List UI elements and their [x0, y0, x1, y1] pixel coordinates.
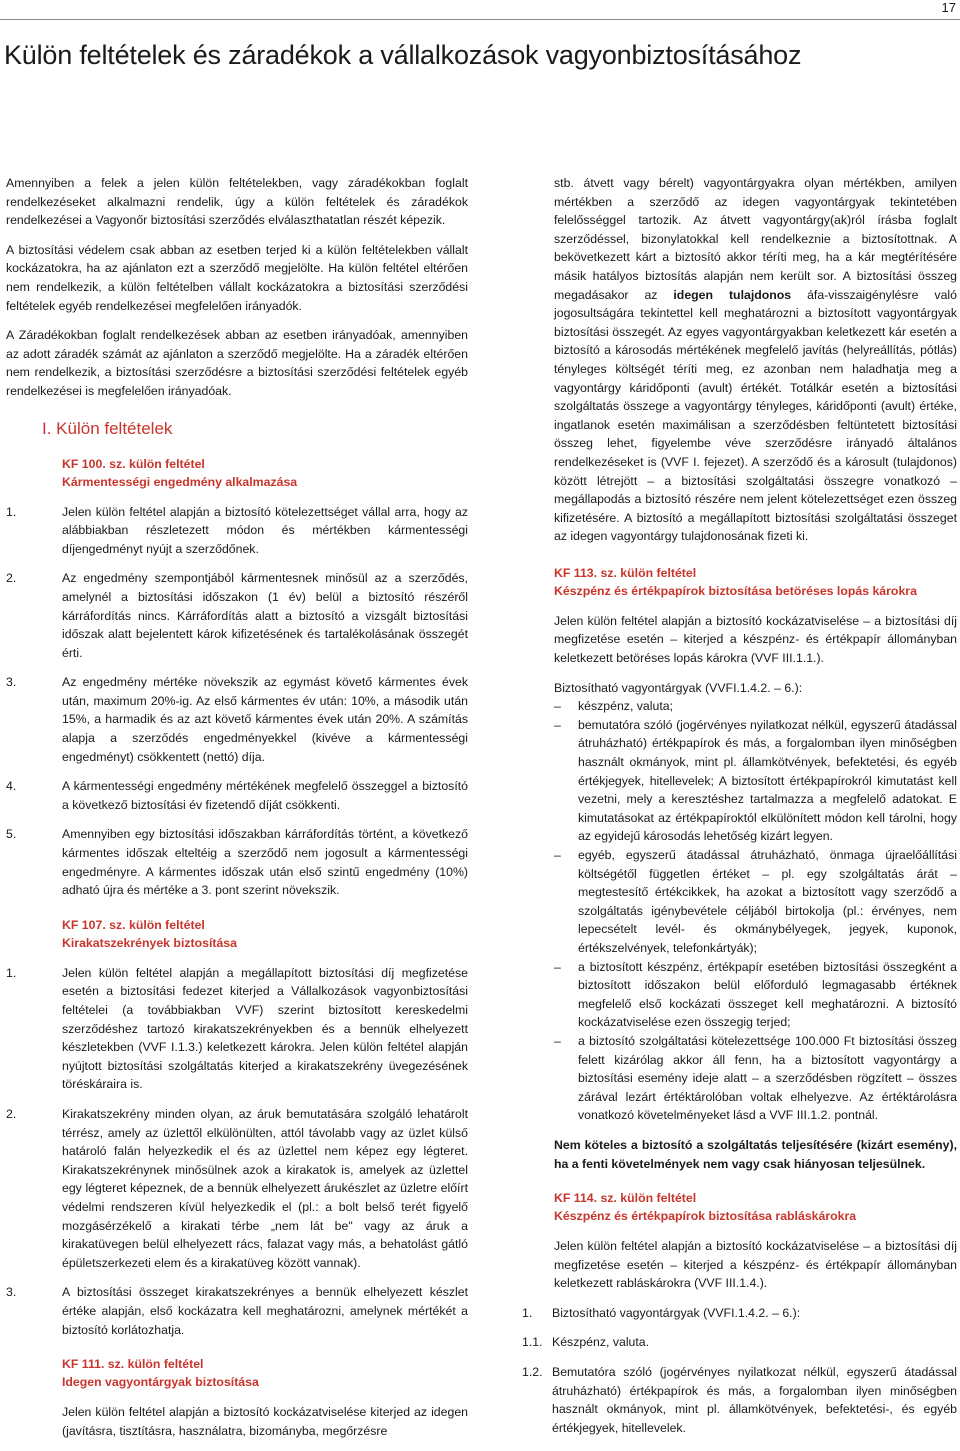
kf113-dash-list [554, 697, 957, 1125]
section-heading: I. Külön feltételek [42, 418, 173, 438]
kf114-item [522, 1333, 957, 1352]
page-title: Külön feltételek és záradékok a vállalkozások vagyonbiztosításához [4, 40, 802, 70]
kf100-item [6, 503, 468, 559]
kf114-text: Jelen külön feltétel alapján a biztosító kockázatviselése – a biztosítási díj megfizetése esetén – kiterjed a készpénz- és értékpapír állományban keletkezett rabláskárokra (VVF III.1.4.). [554, 1239, 957, 1291]
kf100-code: KF 100. sz. külön feltétel [62, 456, 205, 471]
kf113-title: Készpénz és értékpapírok biztosítása betöréses lopás károkra [554, 583, 917, 598]
item-number: 3. [6, 675, 17, 690]
item-text: A biztosítási összeget kirakatszekrényes a bennük elhelyezett készlet értéke alapján, első kockázatra kell meghatározni, amelynek mértékét a biztosító korlátozhatja. [62, 1285, 468, 1337]
item-number: 1. [6, 504, 17, 519]
kf114-title: Készpénz és értékpapírok biztosítása rabláskárokra [554, 1209, 857, 1224]
kf111-code: KF 111. sz. külön feltétel [62, 1357, 204, 1372]
kf107-code: KF 107. sz. külön feltétel [62, 917, 205, 932]
left-column [6, 174, 468, 1451]
kf107-title: Kirakatszekrények biztosítása [62, 935, 237, 950]
kf111-heading [62, 1355, 468, 1391]
item-number: 4. [6, 779, 17, 794]
item-number: 2. [6, 571, 17, 586]
item-number: 1. [6, 965, 17, 980]
item-text: A kármentességi engedmény mértékének megfelelő összeggel a biztosító a következő biztosítási év fizetendő díját csökkenti. [62, 779, 468, 812]
item-text: Kirakatszekrény minden olyan, az áruk bemutatására szolgáló lehatárolt térrész, amely az üzlettől elkülönülten, attól távolabb vagy az üzlet külső határoló falán helyezkedik el és az üzlettel nem képez egy légteret. Kirakatszekrénynek minősülnek azok a kirakatok is, amelyek az üzlettel egy légteret képeznek, de a bennük elhelyezett árukészlet az üzletre előírt védelmi rendszeren kívül helyezkedik el (pl.: a bolt belső terét figyelő mozgásérzékelő a kirakati térbe „nem lát be" vagy az áruk a kirakatüvegen belül elhelyezett rács, falazat vagy más, a behatolást gátló épületszerkezeti elem és a kirakatüveg között vannak). [62, 1106, 468, 1270]
intro-paragraph-2: A biztosítási védelem csak abban az esetben terjed ki a külön feltételekben vállalt kockázatokra, ha az ajánlaton ezt a szerződő megjelölte. Ha külön feltétel eltérően nem rendelkezik, a külön feltételben vállalt kockázatokra a biztosítási szerződési feltételek egyéb rendelkezései megfelelően irányadók. [6, 242, 468, 313]
kf113-code: KF 113. sz. külön feltétel [554, 565, 697, 580]
item-text: Amennyiben egy biztosítási időszakban kárráfordítás történt, a következő kármentes időszak elteltéig a szerződő nem jogosult a kármentességi engedményre. A kármentes időszak után első szintű engedmény (10%) adható újra és mértéke a 3. pont szerint növekszik. [62, 827, 468, 898]
kf113-text: Jelen külön feltétel alapján a biztosító kockázatviselése – a biztosítási díj megfizetése esetén – kiterjed a készpénz- és értékpapír állományban keletkezett betöréses lopás károkra (VVF III.1.1.). [554, 613, 957, 666]
item-text: Biztosítható vagyontárgyak (VVFI.1.4.2. – 6.): [552, 1305, 801, 1320]
kf114-code: KF 114. sz. külön feltétel [554, 1191, 697, 1206]
item-text: Jelen külön feltétel alapján a biztosító kötelezettséget vállal arra, hogy az alábbiakban részletezett módon és mértékben kármentességi díjengedményt nyújt a szerződőnek. [62, 504, 468, 556]
continuation-bold: idegen tulajdonos [673, 287, 792, 302]
item-text: Jelen külön feltétel alapján a megállapított biztosítási díj megfizetése esetén a biztosítási fedezet kiterjed a Vállalkozások vagyonbiztosítási feltételei (a továbbiakban VVF) szerint biztosított kereskedelmi szerződéshez tartozó kirakatszekrényekben és a bennük elhelyezett készletekben (VVF I.1.3.) keletkezett károkra. Jelen külön feltétel alapján nyújtott biztosítási szolgáltatás kiterjed a kirakatszekrény üvegezésének töréskáraira is. [62, 965, 468, 1092]
dash-item: – bemutatóra szóló (jogérvényes nyilatkozat nélkül, egyszerű átadással átruházható) értékpapírok és más, a forgalomban ilyen minőségben használt okmányok, mint pl. államkötvények, befektetési, és egyéb értékjegyek, hitellevelek; A biztosított értékpapírokról kimutatást kell vezetni, mely a keresztéshez tartalmazza a megfelelő adatokat. E kimutatásokat az értékpapíroktól elkülönített módon kell tárolni, hogy az egyidejű károsodás lehetőség kizárt legyen. [554, 716, 957, 846]
kf107-item [6, 964, 468, 1094]
item-text: Az engedmény mértéke növekszik az egymást követő kármentes évek után, maximum 20%-ig. Az első kármentes év után: 10%, a második után 15%, a harmadik és az azt követő kármentes évek után 20%. A számítás alapja a szerződés engedményekkel (kivéve a kármentességi engedményt) csökkentett (nettó) díja. [62, 675, 468, 764]
dash-text: a biztosított készpénz, értékpapír esetében biztosítási összegként a biztosított időszakon belül előforduló legmagasabb értéknek megfelelő első kockázati összeget kell meghatározni. A biztosító kockázatviselése ezen összegig terjed; [578, 959, 957, 1030]
dash-text: a biztosító szolgáltatási kötelezettsége 100.000 Ft biztosítási összeg felett kizárólag akkor áll fenn, ha a biztosított vagyontárgy a biztosítási esemény ideje alatt – a szerződésben rögzített – összes zárával lezárt értéktárolóban voltak elhelyezve. Az értéktárolásra vonatkozó követelményeket lásd a VVF III.1.2. pontnál. [578, 1033, 957, 1123]
header-rule [0, 19, 960, 20]
kf113-insurable: Biztosítható vagyontárgyak (VVFI.1.4.2. – 6.): [554, 680, 803, 695]
kf100-item [6, 673, 468, 766]
kf114-heading [554, 1189, 957, 1225]
kf100-item [6, 825, 468, 899]
dash-text: készpénz, valuta; [578, 699, 674, 714]
item-text: Az engedmény szempontjából kármentesnek minősül az a szerződés, amelynél a biztosítási időszakon (1 év) belül a biztosító részéről kárráfordítás nincs. Kárráfordítás alatt a biztosító a vizsgált biztosítási időszak alatt bejelentett károk kifizetésének és tartalékolásának összegét érti. [62, 571, 468, 660]
page-number: 17 [941, 0, 956, 15]
continuation-rest: áfa-visszaigénylésre való jogosultságára tekintettel kell meghatározni a biztosított vagyontárgyak biztosítási összegét. Az egyes vagyontárgyakban keletkezett kár esetén a biztosító a károsodás mértékének megfelelő javítás (helyreállítás, pótlás) tényleges költségét téríti meg, ez azonban nem haladhatja meg a vagyontárgy káridőponti (avult) értékét. Totálkár esetén a biztosítási szolgáltatás összege a vagyontárgy tényleges, káridőponti (avult) értéke, ingatlanok esetén maximálisan a szerződésben feltüntetett biztosítási összeg lehet, figyelembe véve szerződésre irányadó általános rendelkezéseket is (VVF I. fejezet). A szerződő és a károsult (tulajdonos) között létrejött – a biztosítási szolgáltatási összegre vonatkozó – megállapodás a biztosító részére nem jelent kötelezettséget ezen összeg kifizetésére. A biztosító a megállapított biztosítási szolgáltatási összeget az idegen vagyontárgy tulajdonosának fizeti ki. [554, 287, 957, 544]
kf100-item [6, 569, 468, 662]
dash-text: egyéb, egyszerű átadással átruházható, önmaga újraelőállítási költségétől független értéket – pl. egy szolgáltatás árát – megtestesítő értékcikkek, ha azokat a biztosított vagy szerződő a szolgáltatás igénybevétele céljából birtokolja (pl.: érvényes, nem lepecsételt levél- és okmánybélyegek, jegyek, kuponok, értékszelvények, telefonkártyák); [578, 848, 957, 955]
kf100-heading [62, 455, 468, 491]
item-number: 5. [6, 827, 17, 842]
kf114-item [522, 1304, 957, 1323]
kf107-item [6, 1283, 468, 1339]
kf111-text: Jelen külön feltétel alapján a biztosító kockázatviselése kiterjed az idegen (javításra, tisztításra, használatra, bizományba, megőrzésre [62, 1405, 468, 1438]
kf100-title: Kármentességi engedmény alkalmazása [62, 474, 298, 489]
item-number: 1.2. [522, 1365, 543, 1380]
item-number: 3. [6, 1285, 17, 1300]
kf113-heading [554, 564, 957, 600]
kf107-item [6, 1105, 468, 1272]
dash-item: – a biztosító szolgáltatási kötelezettsége 100.000 Ft biztosítási összeg felett kizárólag akkor áll fenn, ha a biztosított vagyontárgy a biztosítási esemény ideje alatt – a szerződésben rögzített – összes zárával lezárt értéktárolóban voltak elhelyezve. Az értéktárolásra vonatkozó követelményeket lásd a VVF III.1.2. pontnál. [554, 1032, 957, 1125]
kf107-heading [62, 916, 468, 952]
item-text: Bemutatóra szóló (jogérvényes nyilatkozat nélkül, egyszerű átadással átruházható) értékpapírok és más, a forgalomban ilyen minőségben használt okmányok, mint pl. államkötvények, befektetési-, és egyéb értékjegyek, hitellevelek. [552, 1365, 957, 1435]
item-number: 1. [522, 1305, 533, 1320]
continuation-text: stb. átvett vagy bérelt) vagyontárgyakra olyan mértékben, amilyen mértékben a szerződő az idegen vagyontárgyak tekintetében felelősséggel tartozik. Az átvett vagyontárgy(ak)ról írásba foglalt szerződéssel, bizonylatokkal kell rendelkeznie a biztosítottnak. A bekövetkezett kárt a biztosító akkor téríti meg, ha a kár megtérítésére másik hatályos biztosítás alapján nem került sor. A biztosítási összeg megadásakor az [554, 176, 957, 302]
item-number: 2. [6, 1106, 17, 1121]
dash-item: – egyéb, egyszerű átadással átruházható, önmaga újraelőállítási költségétől független értéket – pl. egy szolgáltatás árát – megtestesítő értékcikkek, ha azokat a biztosított vagy szerződő a szolgáltatás igénybevétele céljából birtokolja (pl.: érvényes, nem lepecsételt levél- és okmánybélyegek, jegyek, kuponok, értékszelvények, telefonkártyák); [554, 846, 957, 958]
kf113-bold-note: Nem köteles a biztosító a szolgáltatás teljesítésére (kizárt esemény), ha a fenti követelmények nem vagy csak hiányosan teljesülnek. [554, 1137, 957, 1171]
item-number: 1.1. [522, 1335, 543, 1350]
intro-paragraph-1: Amennyiben a felek a jelen külön feltételekben, vagy záradékokban foglalt rendelkezéseket alkalmazni rendelik, úgy a külön feltételek és záradékok rendelkezései a Vagyonőr biztosítási szerződés elválaszthatatlan részét képezik. [6, 176, 468, 228]
kf114-item [522, 1363, 957, 1437]
item-text: Készpénz, valuta. [552, 1335, 650, 1350]
dash-item: – a biztosított készpénz, értékpapír esetében biztosítási összegként a biztosított időszakon belül előforduló legmagasabb értéknek megfelelő első kockázati összeget kell meghatározni. A biztosító kockázatviselése ezen összegig terjed; [554, 958, 957, 1032]
kf100-item [6, 777, 468, 814]
dash-text: bemutatóra szóló (jogérvényes nyilatkozat nélkül, egyszerű átadással átruházható) értékpapírok és más, a forgalomban ilyen minőségben használt okmányok, mint pl. államkötvények, befektetési, és egyéb értékjegyek, hitellevelek; A biztosított értékpapírokról kimutatást kell vezetni, mely a keresztéshez tartalmazza a megfelelő adatokat. E kimutatásokat az értékpapíroktól elkülönített módon kell tárolni, hogy az egyidejű károsodás lehetőség kizárt legyen. [578, 717, 957, 844]
kf111-title: Idegen vagyontárgyak biztosítása [62, 1375, 259, 1390]
dash-item: – készpénz, valuta; [554, 697, 957, 716]
right-column [522, 174, 957, 1448]
intro-paragraph-3: A Záradékokban foglalt rendelkezések abban az esetben irányadóak, amennyiben az adott záradék számát az ajánlaton a szerződő megjelölte. Ha a záradék eltérően nem rendelkezik, a biztosítási szerződésre a biztosítási szerződési feltételek egyéb rendelkezései is megfelelően irányadóak. [6, 328, 468, 398]
kf111-continuation [554, 174, 957, 546]
